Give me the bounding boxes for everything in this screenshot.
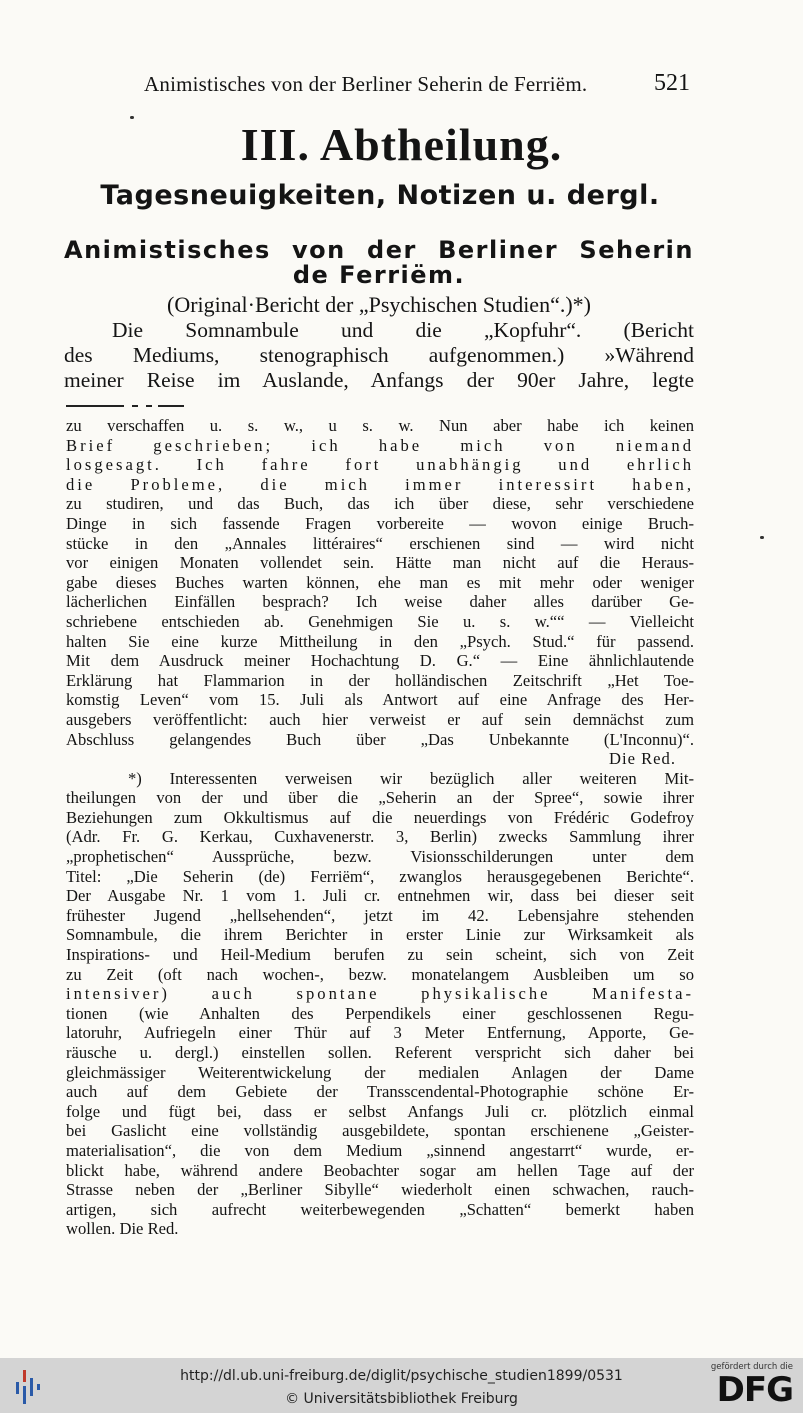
note-line: Mit dem Ausdruck meiner Hochachtung D. G.“ — Eine ähnlichlautende: [66, 651, 694, 671]
footnote-separator: [66, 405, 184, 409]
dfg-logo-text: DFG: [716, 1370, 793, 1410]
note-line: artigen, sich aufrecht weiterbewegenden „Schatten“ bemerkt haben: [66, 1199, 694, 1219]
section-subheading: Tagesneuigkeiten, Notizen u. dergl.: [100, 180, 660, 211]
note-line: Beziehungen zum Okkultismus auf die neuerdings von Frédéric Godefroy: [66, 807, 694, 827]
copyright-notice: © Universitätsbibliothek Freiburg: [285, 1391, 518, 1407]
article-title-line: de Ferriëm.: [292, 261, 466, 289]
note-line: schriebene entschieden ab. Genehmigen Sie u. s. w.““ — Vielleicht: [66, 611, 694, 631]
article-subtitle: (Original·Bericht der „Psychischen Studien“.)*): [167, 292, 591, 317]
scan-speck: [760, 536, 764, 539]
note-line: komstig Leven“ vom 15. Juli als Antwort auf eine Anfrage des Her-: [66, 690, 694, 710]
scan-speck: [130, 116, 134, 119]
note-line: Inspirations- und Heil-Medium berufen zu sein scheint, sich von Zeit: [66, 945, 694, 965]
running-head: [60, 72, 690, 100]
article-title: [64, 238, 694, 288]
note-line: tionen (wie Anhalten des Perpendikels einer geschlossenen Regu-: [66, 1003, 694, 1023]
note-line: frühester Jugend „hellsehenden“, jetzt im 42. Lebensjahre stehenden: [66, 905, 694, 925]
permalink[interactable]: http://dl.ub.uni-freiburg.de/diglit/psychische_studien1899/0531: [180, 1368, 623, 1384]
note-line: gabe dieses Buches warten können, ehe man es mit mehr oder weniger: [66, 572, 694, 592]
note-line: blickt habe, während andere Beobachter sogar am hellen Tage auf der: [66, 1160, 694, 1180]
note-line: Der Ausgabe Nr. 1 vom 1. Juli cr. entnehmen wir, dass bei dieser seit: [66, 886, 694, 906]
note-line: theilungen von der und über die „Seherin an der Spree“, sowie ihrer: [66, 788, 694, 808]
article-lead: [64, 318, 694, 393]
note-line: räusche u. dergl.) einstellen sollen. Referent verspricht sich daher bei: [66, 1043, 694, 1062]
note-line: Strasse neben der „Berliner Sibylle“ wiederholt einen schwachen, rauch-: [66, 1180, 694, 1200]
dfg-caption: gefördert durch die: [710, 1362, 793, 1372]
note-line: losgesagt. Ich fahre fort unabhängig und ehrlich: [66, 455, 694, 475]
section-heading: III. Abtheilung.: [240, 119, 563, 170]
note-line: gleichmässiger Weiterentwickelung der medialen Anlagen der Dame: [66, 1062, 694, 1082]
article-title-line: Animistisches von der Berliner Seherin: [64, 236, 694, 264]
note-line: (Adr. Fr. G. Kerkau, Cuxhavenerstr. 3, Berlin) zwecks Sammlung ihrer: [66, 827, 694, 847]
viewer-footer: [0, 1358, 803, 1413]
lead-line: Die Somnambule und die „Kopfuhr“. (Bericht: [112, 318, 694, 342]
note-line: wollen. Die Red.: [66, 1219, 179, 1239]
note-line: latoruhr, Aufriegeln einer Thür auf 3 Meter Entfernung, Apporte, Ge-: [66, 1023, 694, 1043]
note-line: Abschluss gelangendes Buch über „Das Unbekannte (L'Inconnu)“.: [66, 729, 694, 749]
running-head-title: Animistisches von der Berliner Seherin de Ferriëm.: [144, 72, 588, 96]
note-line: lächerlichen Einfällen besprach? Ich weise daher alles darüber Ge-: [66, 592, 694, 612]
footnotes: [66, 416, 694, 1239]
note-line: bei Gaslicht eine vollständig ausgebildete, spontan erschienene „Geister-: [66, 1121, 694, 1141]
note-line: Somnambule, die ihrem Berichter in erster Linie zur Wirksamkeit als: [66, 925, 694, 945]
note-signature: Die Red.: [609, 749, 676, 769]
note-line: auch auf dem Gebiete der Transscendental-Photographie schöne Er-: [66, 1082, 694, 1102]
note-line: zu Zeit (oft nach wochen-, bezw. monatelangem Ausbleiben um so: [66, 964, 694, 984]
note-line: stücke in den „Annales littéraires“ erschienen sind — wird nicht: [66, 533, 694, 553]
note-line: *) Interessenten verweisen wir bezüglich aller weiteren Mit-: [128, 768, 694, 788]
page-number: 521: [654, 70, 690, 96]
note-line: ausgebers veröffentlicht: auch hier verweist er auf sein demnächst zum: [66, 709, 694, 729]
note-line: Erklärung hat Flammarion in der holländischen Zeitschrift „Het Toe-: [66, 670, 694, 690]
note-line: zu verschaffen u. s. w., u s. w. Nun aber habe ich keinen: [66, 416, 694, 435]
note-line: folge und fügt bei, dass er selbst Anfangs Juli cr. plötzlich einmal: [66, 1101, 694, 1121]
note-line: Brief geschrieben; ich habe mich von niemand: [66, 435, 694, 455]
note-line: materialisation“, die von dem Medium „sinnend angestarrt“ wurde, er-: [66, 1140, 694, 1160]
lead-line: meiner Reise im Auslande, Anfangs der 90er Jahre, legte: [64, 368, 694, 392]
note-line: intensiver) auch spontane physikalische Manifesta-: [66, 984, 694, 1004]
note-line: die Probleme, die mich immer interessirt haben,: [66, 474, 694, 494]
note-line: zu studiren, und das Buch, das ich über diese, sehr verschiedene: [66, 494, 694, 514]
note-line: Dinge in sich fassende Fragen vorbereite — wovon einige Bruch-: [66, 513, 694, 533]
note-line: vor einigen Monaten vollendet sein. Hätte man nicht auf die Heraus-: [66, 553, 694, 573]
note-line: „prophetischen“ Aussprüche, bezw. Visionsschilderungen unter dem: [66, 847, 694, 867]
dfg-logo: [703, 1362, 793, 1410]
lead-line: des Mediums, stenographisch aufgenommen.) »Während: [64, 343, 694, 367]
note-line: Titel: „Die Seherin (de) Ferriëm“, zwanglos herausgegebenen Berichte“.: [66, 866, 694, 886]
note-line: halten Sie eine kurze Mittheilung in den „Psych. Stud.“ für passend.: [66, 631, 694, 651]
